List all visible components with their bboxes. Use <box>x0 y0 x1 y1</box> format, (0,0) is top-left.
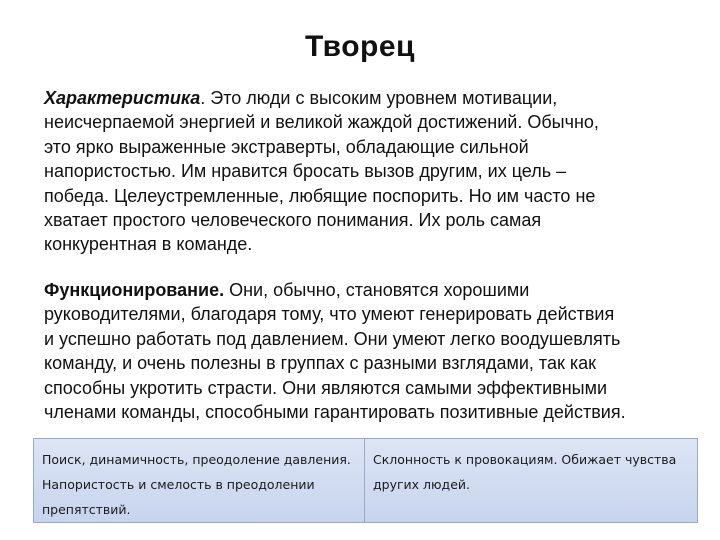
paragraph-line: неисчерпаемой энергией и великой жаждой достижений. Обычно, <box>44 112 599 133</box>
paragraph-text: Они, обычно, становятся хорошими <box>224 280 530 300</box>
strengths-cell: Поиск, динамичность, преодоление давления. Напористость и смелость в преодолении препятствий. <box>34 439 365 522</box>
paragraph-line: хватает простого человеческого понимания. Их роль самая <box>44 210 542 231</box>
paragraph-text: . Это люди с высоким уровнем мотивации, <box>200 88 558 108</box>
page-title: Творец <box>304 30 415 63</box>
paragraph-line: и успешно работать под давлением. Они умеют легко воодушевлять <box>44 328 621 349</box>
traits-table <box>33 438 698 523</box>
paragraph-line: способны укротить страсти. Они являются самыми эффективными <box>44 377 608 398</box>
weaknesses-cell: Склонность к провокациям. Обижает чувства других людей. <box>365 439 697 522</box>
functioning-paragraph <box>44 278 694 424</box>
characteristic-heading: Характеристика <box>44 88 201 108</box>
paragraph-line: руководителями, благодаря тому, что умеют генерировать действия <box>44 304 615 325</box>
paragraph-line: команду, и очень полезны в группах с разными взглядами, так как <box>44 353 596 374</box>
paragraph-line: победа. Целеустремленные, любящие поспорить. Но им часто не <box>44 185 596 206</box>
functioning-heading: Функционирование. <box>44 280 225 300</box>
paragraph-line: это ярко выраженные экстраверты, обладающие сильной <box>44 136 529 157</box>
characteristic-paragraph <box>44 86 694 257</box>
paragraph-line: членами команды, способными гарантировать позитивные действия. <box>44 402 626 423</box>
paragraph-line <box>44 278 694 302</box>
paragraph-line: конкурентная в команде. <box>44 234 253 255</box>
paragraph-line: напористостью. Им нравится бросать вызов другим, их цель – <box>44 161 567 182</box>
paragraph-line <box>44 86 694 110</box>
